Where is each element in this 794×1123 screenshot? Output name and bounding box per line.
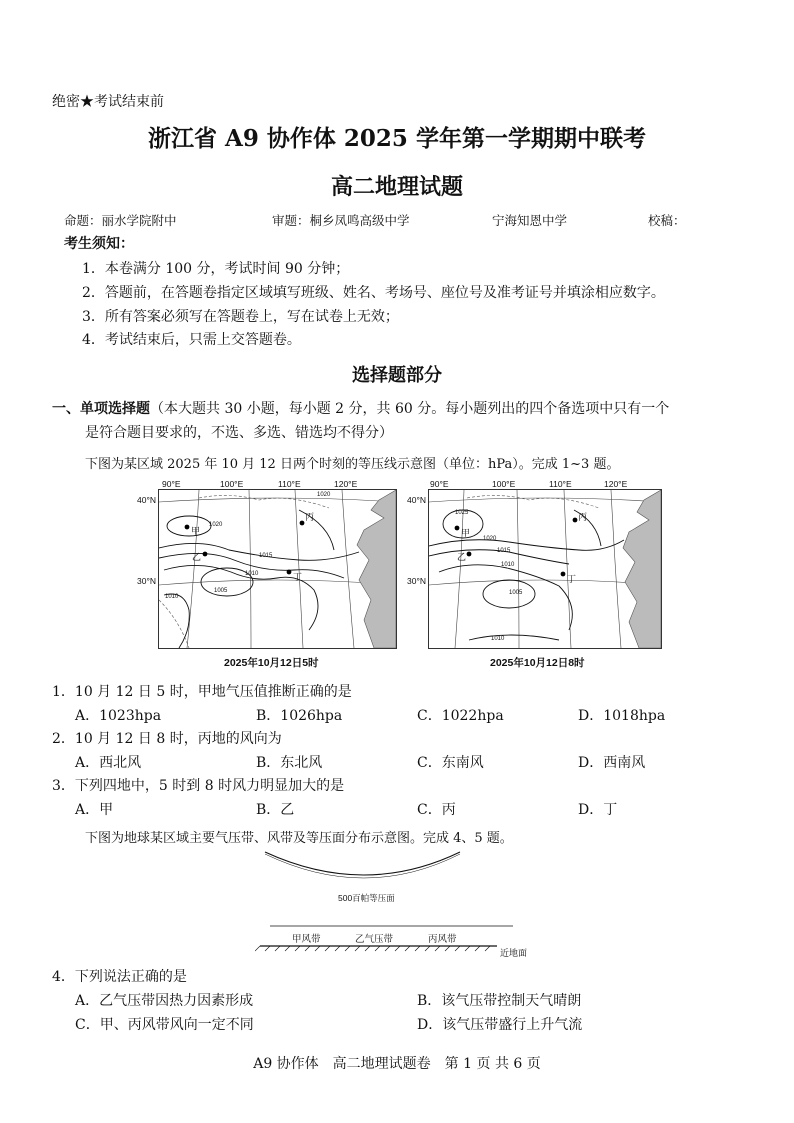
- isobar-label: 1005: [509, 590, 523, 596]
- isobar-label: 1020: [317, 492, 331, 498]
- notice-item: 4．考试结束后，只需上交答题卷。: [82, 332, 301, 348]
- point-ding: [561, 572, 566, 577]
- q4-option-a: A．乙气压带因热力因素形成: [75, 993, 254, 1009]
- isobar-label: 1020: [209, 522, 223, 528]
- lon-label: 90°E: [430, 479, 449, 489]
- q3-option-a: A．甲: [75, 802, 114, 818]
- label-bing: 丙: [305, 512, 315, 522]
- point-jia: [455, 526, 460, 531]
- q2-option-a: A．西北风: [75, 755, 142, 771]
- lon-label: 100°E: [492, 479, 516, 489]
- point-ding: [287, 570, 292, 575]
- isobar-label: 1025: [455, 510, 469, 516]
- notice-item: 3．所有答案必须写在答题卷上，写在试卷上无效；: [82, 309, 399, 325]
- notice-heading: 考生须知：: [64, 236, 134, 252]
- isobar-label: 1010: [165, 594, 179, 600]
- label-jia: 甲: [191, 526, 201, 536]
- q3-option-b: B．乙: [256, 802, 295, 818]
- question-3: 3．下列四地中，5 时到 8 时风力明显加大的是: [52, 778, 345, 794]
- meta-reviewer: 审题：桐乡凤鸣高级中学: [272, 213, 410, 228]
- question-4: 4．下列说法正确的是: [52, 969, 187, 985]
- q1-option-d: D．1018hpa: [578, 708, 666, 724]
- lon-label: 110°E: [549, 479, 572, 489]
- lat-label: 40°N: [407, 495, 426, 505]
- lon-label: 100°E: [220, 479, 244, 489]
- page-footer: A9 协作体 高二地理试题卷 第 1 页 共 6 页: [253, 1056, 541, 1072]
- point-yi: [467, 552, 472, 557]
- isobar-map-5h-svg: [159, 490, 396, 648]
- isobar-label: 1015: [497, 548, 511, 554]
- q3-option-d: D．丁: [578, 802, 618, 818]
- lon-label: 120°E: [334, 479, 358, 489]
- belt-bing-label: 丙风带: [428, 934, 457, 945]
- q4-option-d: D．该气压带盛行上升气流: [417, 1017, 583, 1033]
- q1-option-c: C．1022hpa: [417, 708, 504, 724]
- notice-item: 1．本卷满分 100 分，考试时间 90 分钟；: [82, 261, 350, 277]
- question-2: 2．10 月 12 日 8 时，丙地的风向为: [52, 731, 282, 747]
- lat-label: 30°N: [137, 576, 156, 586]
- q2-option-b: B．东北风: [256, 755, 323, 771]
- isobar-label: 1010: [491, 636, 505, 642]
- meta-author: 命题：丽水学院附中: [64, 213, 177, 228]
- lon-label: 110°E: [278, 479, 301, 489]
- q2-option-d: D．西南风: [578, 755, 646, 771]
- label-yi: 乙: [192, 552, 202, 562]
- map-caption-8h: 2025年10月12日8时: [490, 657, 585, 669]
- lon-label: 120°E: [604, 479, 628, 489]
- isobar-label: 1010: [245, 571, 259, 577]
- part1-desc2: 是符合题目要求的，不选、多选、错选均不得分）: [85, 425, 393, 441]
- question-1: 1．10 月 12 日 5 时，甲地气压值推断正确的是: [52, 684, 352, 700]
- label-ding: 丁: [567, 574, 577, 584]
- map-caption-5h: 2025年10月12日5时: [224, 657, 319, 669]
- label-ding: 丁: [293, 572, 303, 582]
- exam-title: 浙江省 A9 协作体 2025 学年第一学期期中联考: [148, 125, 646, 152]
- intro-maps: 下图为某区域 2025 年 10 月 12 日两个时刻的等压线示意图（单位：hPa）。完成 1~3 题。: [85, 457, 620, 472]
- point-bing: [300, 521, 305, 526]
- q4-option-b: B．该气压带控制天气晴朗: [417, 993, 582, 1009]
- belt-yi-label: 乙气压带: [355, 934, 394, 945]
- lat-label: 40°N: [137, 495, 156, 505]
- point-yi: [203, 552, 208, 557]
- part1-heading: [52, 398, 669, 418]
- isobaric-surface-label: 500百帕等压面: [338, 893, 395, 903]
- part1-desc: （本大题共 30 小题，每小题 2 分，共 60 分。每小题列出的四个备选项中只有一个: [150, 401, 670, 417]
- ground-hatching: [255, 946, 490, 951]
- ground-label: 近地面: [500, 948, 528, 958]
- q3-option-c: C．丙: [417, 802, 456, 818]
- lon-label: 90°E: [162, 479, 181, 489]
- intro-diagram: 下图为地球某区域主要气压带、风带及等压面分布示意图。完成 4、5 题。: [85, 831, 513, 846]
- exam-subtitle: 高二地理试题: [330, 174, 463, 200]
- q1-option-b: B．1026hpa: [256, 708, 343, 724]
- label-jia: 甲: [461, 528, 471, 538]
- part1-label: 一、单项选择题: [52, 401, 150, 417]
- isobar-map-5h: [158, 489, 397, 649]
- isobar-label: 1010: [501, 562, 515, 568]
- point-bing: [573, 518, 578, 523]
- lat-label: 30°N: [407, 576, 426, 586]
- isobar-label: 1020: [483, 536, 497, 542]
- label-bing: 丙: [578, 512, 588, 522]
- confidential-mark: 绝密★考试结束前: [52, 94, 164, 110]
- meta-proof: 校稿：: [648, 213, 686, 228]
- isobar-label: 1015: [259, 553, 273, 559]
- isobar-map-8h: [428, 489, 662, 649]
- isobar-label: 1005: [214, 588, 228, 594]
- q2-option-c: C．东南风: [417, 755, 484, 771]
- point-jia: [185, 525, 190, 530]
- section-title: 选择题部分: [352, 365, 442, 386]
- q1-option-a: A．1023hpa: [75, 708, 162, 724]
- meta-school2: 宁海知恩中学: [492, 213, 568, 228]
- label-yi: 乙: [457, 552, 467, 562]
- notice-item: 2．答题前，在答题卷指定区域填写班级、姓名、考场号、座位号及准考证号并填涂相应数字。: [82, 285, 665, 301]
- q4-option-c: C．甲、丙风带风向一定不同: [75, 1017, 254, 1033]
- belt-jia-label: 甲风带: [292, 934, 321, 945]
